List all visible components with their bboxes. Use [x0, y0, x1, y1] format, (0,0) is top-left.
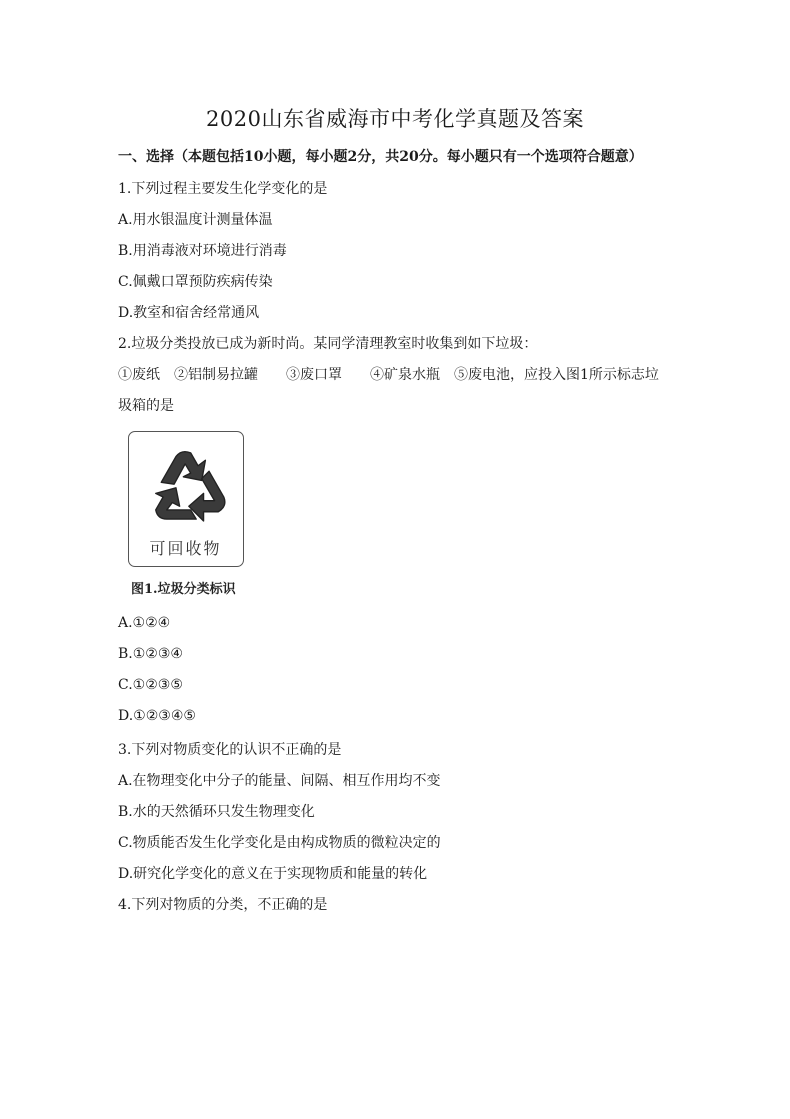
- q3-option-d: D.研究化学变化的意义在于实现物质和能量的转化: [118, 866, 428, 882]
- q2-items-line: ①废纸 ②铝制易拉罐 ③废口罩 ④矿泉水瓶 ⑤废电池，应投入图1所示标志垃: [118, 367, 659, 383]
- figure-caption: 图1.垃圾分类标识: [131, 582, 236, 597]
- q3-option-c: C.物质能否发生化学变化是由构成物质的微粒决定的: [118, 835, 441, 851]
- section-heading: 一、选择（本题包括10小题，每小题2分，共20分。每小题只有一个选项符合题意）: [118, 149, 643, 165]
- q1-option-a: A.用水银温度计测量体温: [118, 212, 273, 228]
- q2-option-d: D.①②③④⑤: [118, 708, 196, 724]
- q2-items-line-cont: 圾箱的是: [118, 398, 174, 414]
- figure-label: 可回收物: [149, 539, 222, 558]
- q2-option-c: C.①②③⑤: [118, 677, 183, 693]
- q1-option-d: D.教室和宿舍经常通风: [118, 305, 260, 321]
- recycle-icon: [141, 440, 233, 532]
- q2-option-b: B.①②③④: [118, 646, 183, 662]
- q2-stem: 2.垃圾分类投放已成为新时尚。某同学清理教室时收集到如下垃圾：: [118, 336, 538, 352]
- q4-stem: 4.下列对物质的分类，不正确的是: [118, 897, 328, 913]
- q3-option-a: A.在物理变化中分子的能量、间隔、相互作用均不变: [118, 773, 441, 789]
- recycle-sign: [128, 431, 244, 567]
- q1-option-c: C.佩戴口罩预防疾病传染: [118, 274, 273, 290]
- page-title: 2020山东省威海市中考化学真题及答案: [206, 107, 584, 131]
- q3-stem: 3.下列对物质变化的认识不正确的是: [118, 742, 342, 758]
- q3-option-b: B.水的天然循环只发生物理变化: [118, 804, 315, 820]
- q1-option-b: B.用消毒液对环境进行消毒: [118, 243, 287, 259]
- q1-stem: 1.下列过程主要发生化学变化的是: [118, 181, 328, 197]
- q2-option-a: A.①②④: [118, 615, 171, 631]
